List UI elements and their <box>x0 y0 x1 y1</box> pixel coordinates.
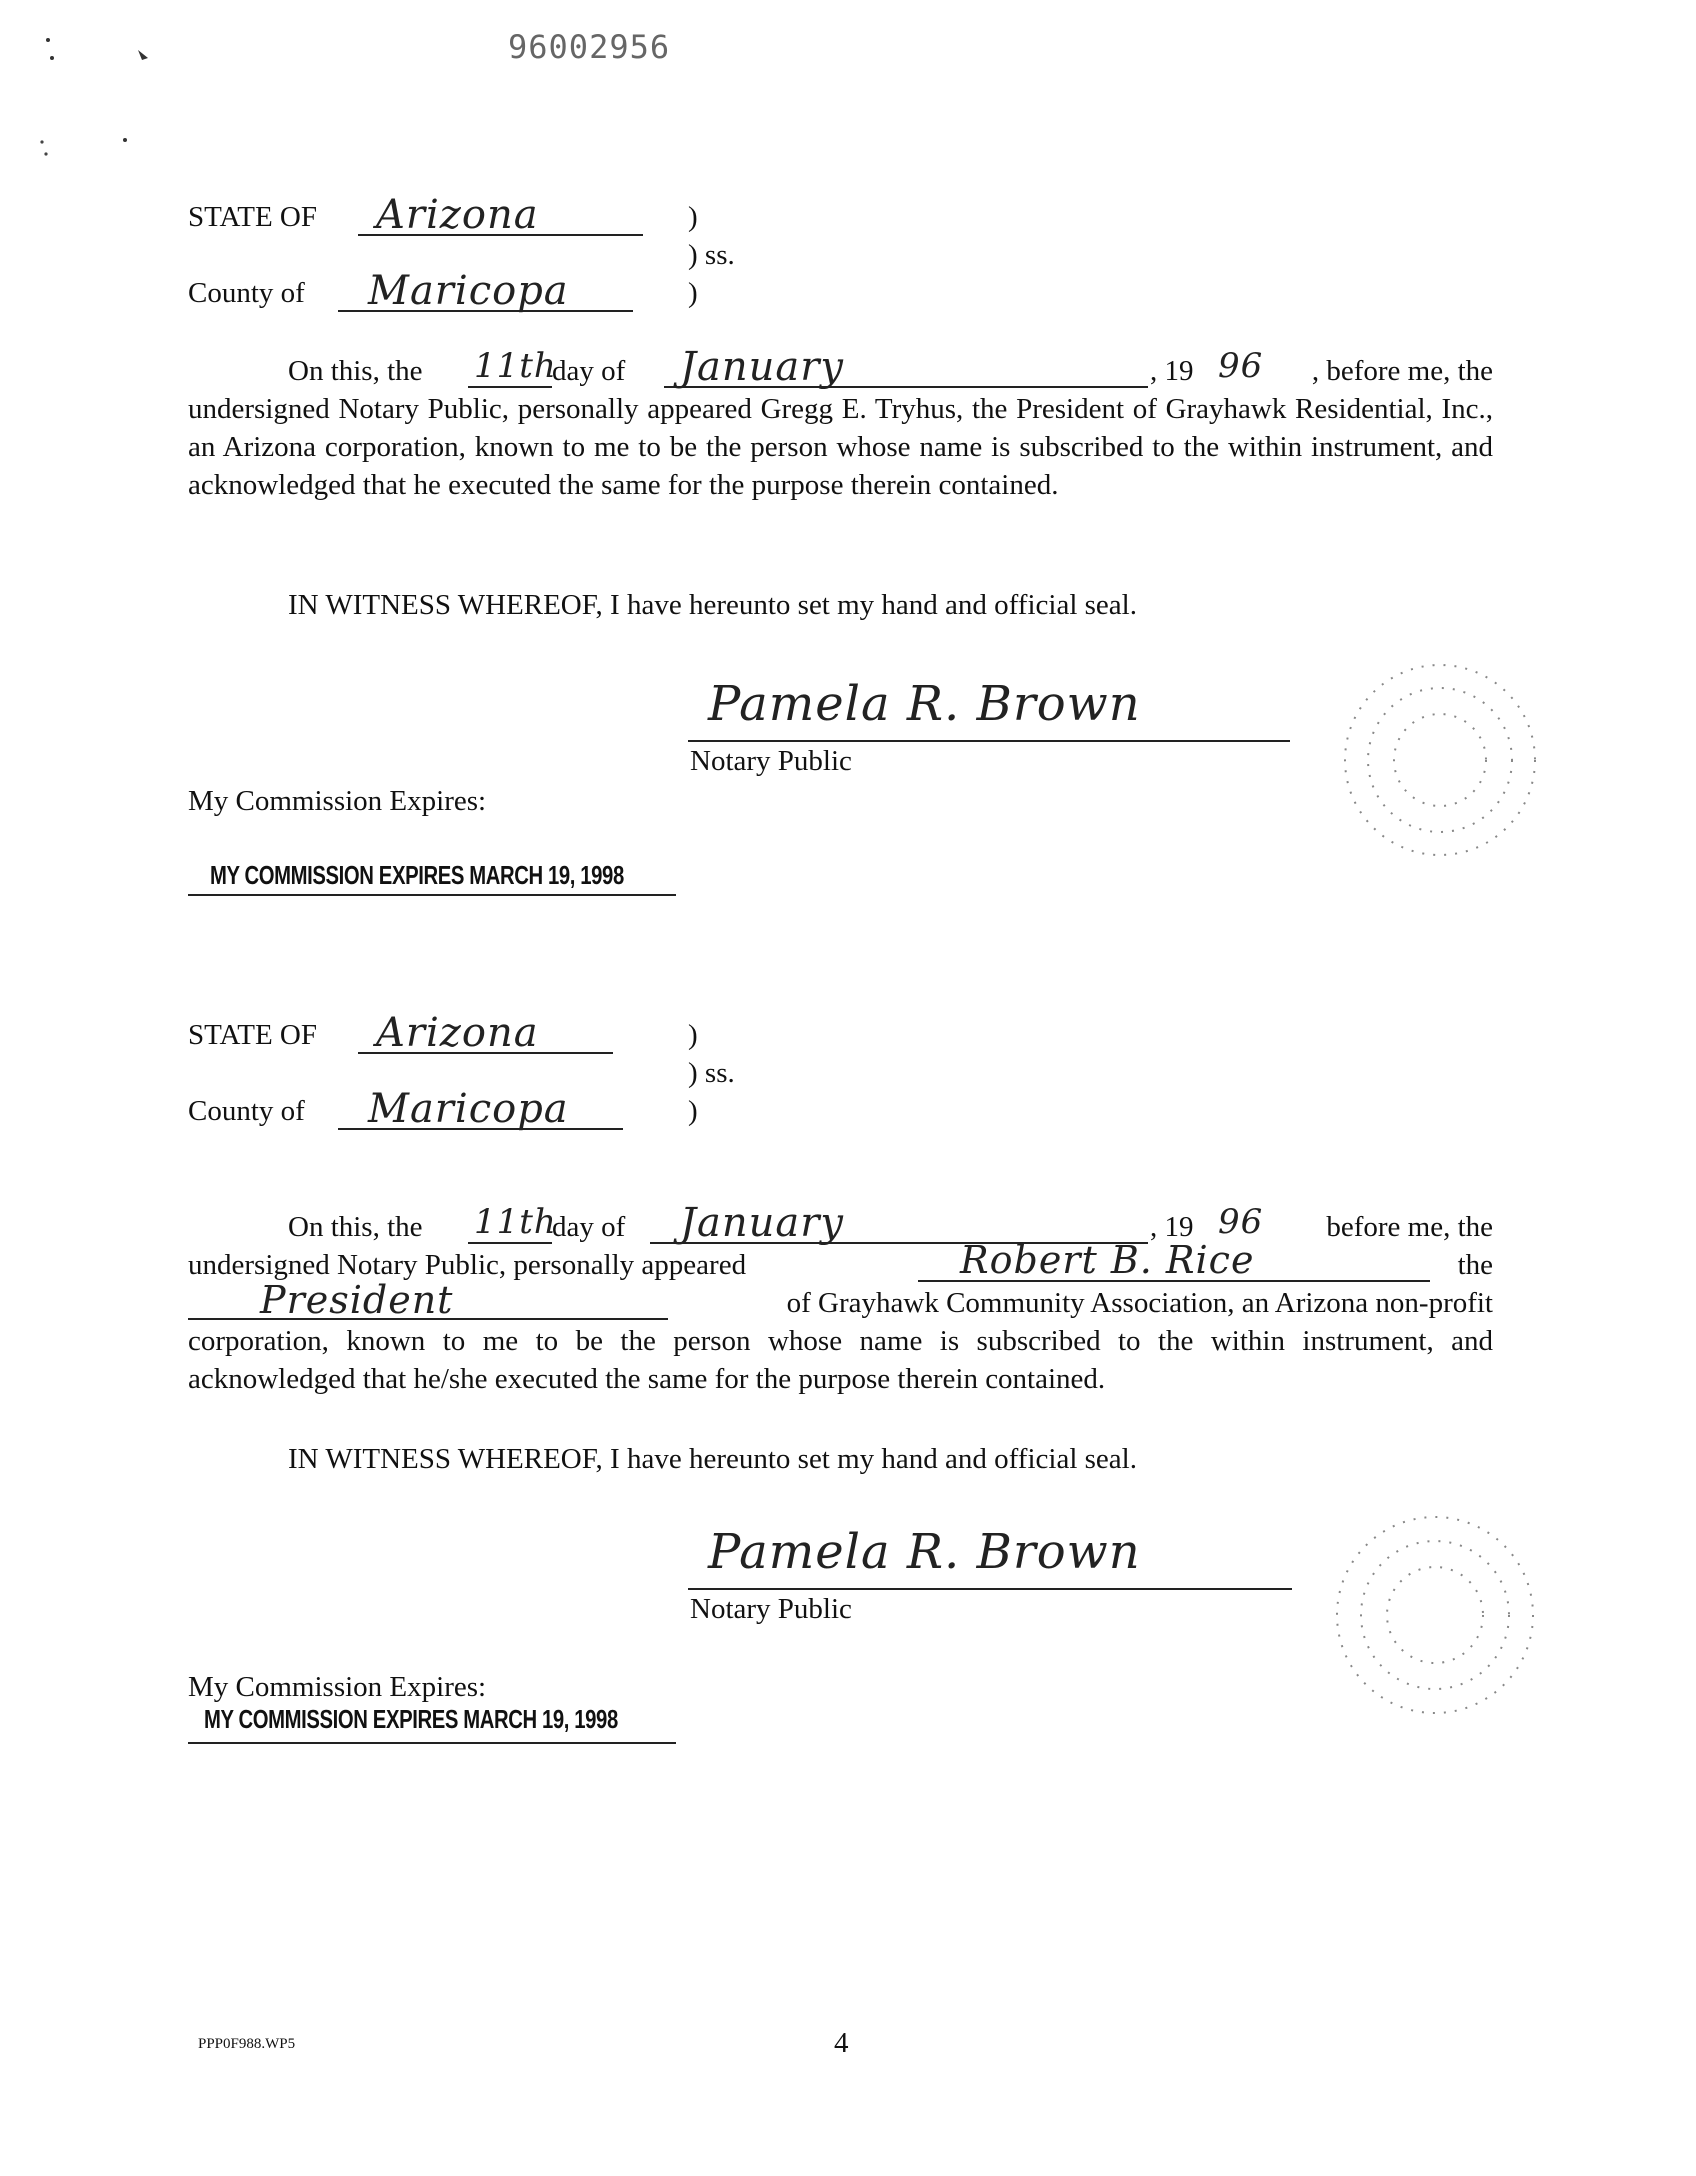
year-handwritten: 96 <box>1218 346 1264 386</box>
scan-marks <box>30 30 150 170</box>
paren-1: ) <box>688 1019 698 1051</box>
year-handwritten: 96 <box>1218 1202 1264 1242</box>
signature-1: Pamela R. Brown <box>708 676 1141 732</box>
para2-line3-post: of Grayhawk Community Association, an Arizona non-profit <box>786 1287 1493 1319</box>
commission-line-1 <box>188 868 676 896</box>
commission-label-1: My Commission Expires: <box>188 785 487 817</box>
state-handwritten: Arizona <box>376 1010 539 1056</box>
county-label: County of <box>188 277 305 309</box>
state-handwritten: Arizona <box>376 192 539 238</box>
notary-public-label-2: Notary Public <box>690 1593 852 1625</box>
footer-code: PPP0F988.WP5 <box>198 2036 296 2052</box>
para1-pre-day: On this, the <box>288 355 423 387</box>
commission-stamp-2: MY COMMISSION EXPIRES MARCH 19, 1998 <box>204 1704 618 1734</box>
paren-2: ) <box>688 277 698 309</box>
para2-rest-line1: before me, the <box>1326 1211 1493 1243</box>
document-number: 96002956 <box>508 28 671 66</box>
county-handwritten: Maricopa <box>368 268 569 314</box>
notary-public-label-1: Notary Public <box>690 745 852 777</box>
para2-day-of: day of <box>552 1211 626 1243</box>
notary-seal-2 <box>1310 1500 1550 1730</box>
month-handwritten: January <box>680 344 844 390</box>
day-handwritten: 11th <box>474 1202 557 1242</box>
county-label: County of <box>188 1095 305 1127</box>
county-handwritten: Maricopa <box>368 1086 569 1132</box>
witness-text-1: IN WITNESS WHEREOF, I have hereunto set my hand and official seal. <box>288 589 1137 621</box>
commission-label-2: My Commission Expires: <box>188 1671 487 1703</box>
paragraph-2-body: corporation, known to me to be the person whose name is subscribed to the within instrument, and acknowledged that he/she executed the same for the purpose therein contained. <box>188 1325 1493 1395</box>
state-label: STATE OF <box>188 1019 317 1051</box>
day-handwritten: 11th <box>474 346 557 386</box>
page-number: 4 <box>834 2027 849 2059</box>
paren-2: ) <box>688 1095 698 1127</box>
para1-rest-line1: , before me, the <box>1311 355 1493 387</box>
commission-line-2 <box>188 1712 676 1744</box>
paragraph-1-body: undersigned Notary Public, personally appeared Gregg E. Tryhus, the President of Grayhawk Residential, Inc., an Arizona corporation, known to me to be the person whose name is subscribed to the within instrument, and acknowledged that he executed the same for the purpose therein contained. <box>188 393 1493 501</box>
para1-day-of: day of <box>552 355 626 387</box>
title-handwritten: President <box>260 1278 454 1322</box>
month-handwritten: January <box>680 1200 844 1246</box>
signature-2: Pamela R. Brown <box>708 1524 1141 1580</box>
para2-pre-day: On this, the <box>288 1211 423 1243</box>
para2-line2-post: the <box>1457 1249 1493 1281</box>
year-prefix: , 19 <box>1150 355 1194 387</box>
ss-label: ) ss. <box>688 239 735 271</box>
commission-stamp-1: MY COMMISSION EXPIRES MARCH 19, 1998 <box>210 860 624 890</box>
para2-line2-pre: undersigned Notary Public, personally appeared <box>188 1249 747 1281</box>
paren-1: ) <box>688 201 698 233</box>
ss-label: ) ss. <box>688 1057 735 1089</box>
appeared-name-handwritten: Robert B. Rice <box>960 1238 1255 1282</box>
witness-text-2: IN WITNESS WHEREOF, I have hereunto set my hand and official seal. <box>288 1443 1137 1475</box>
state-label: STATE OF <box>188 201 317 233</box>
year-prefix: , 19 <box>1150 1211 1194 1243</box>
notary-seal-1 <box>1320 650 1550 870</box>
